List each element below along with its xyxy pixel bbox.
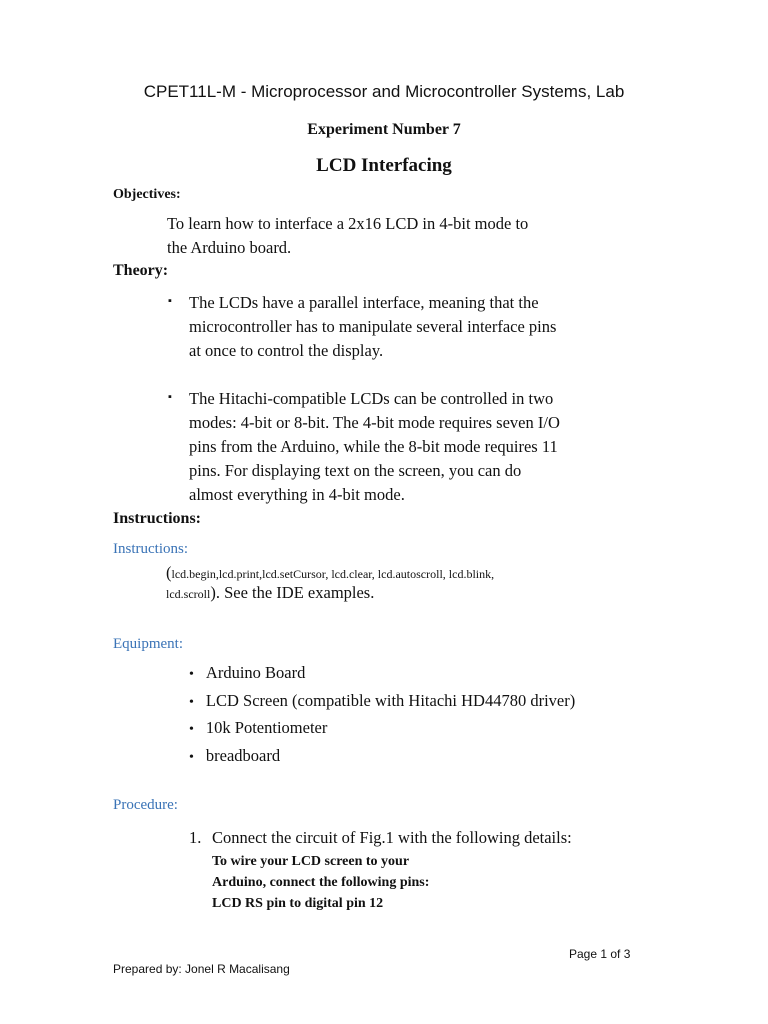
equipment-item-label: LCD Screen (compatible with Hitachi HD44780 driver) (205, 690, 576, 710)
procedure-heading: Procedure: (113, 797, 178, 813)
functions-list: lcd.begin,lcd.print,lcd.setCursor, lcd.clear, lcd.autoscroll, lcd.blink, (171, 567, 495, 581)
procedure-details (212, 851, 429, 914)
theory-line: pins from the Arduino, while the 8-bit mode requires 11 (189, 437, 558, 456)
equipment-list (189, 660, 575, 770)
theory-line: The Hitachi-compatible LCDs can be controlled in two (189, 389, 554, 408)
equipment-item-label: 10k Potentiometer (205, 718, 328, 737)
equipment-item (189, 715, 575, 743)
objectives-text (167, 212, 528, 260)
theory-bullet-2 (189, 387, 560, 507)
theory-bullet-1 (189, 291, 556, 363)
procedure-detail-line: To wire your LCD screen to your (212, 854, 410, 869)
objectives-heading: Objectives: (113, 187, 181, 202)
procedure-step-text: Connect the circuit of Fig.1 with the following details: (212, 828, 572, 847)
theory-line: at once to control the display. (189, 341, 384, 360)
functions-list-cont: lcd.scroll (166, 587, 211, 601)
instructions-heading: Instructions: (113, 510, 202, 527)
theory-heading: Theory: (113, 262, 169, 279)
instructions-functions-line2 (166, 583, 374, 603)
paren-open: ( (166, 563, 172, 582)
theory-line: The LCDs have a parallel interface, meaning that the (189, 293, 539, 312)
theory-line: modes: 4-bit or 8-bit. The 4-bit mode requires seven I/O (189, 413, 560, 432)
equipment-item (189, 688, 575, 716)
instructions-subheading: Instructions: (113, 541, 188, 557)
procedure-step-number: 1. (189, 828, 202, 847)
objectives-line: To learn how to interface a 2x16 LCD in 4-bit mode to (167, 214, 529, 233)
equipment-item-label: Arduino Board (205, 663, 306, 682)
equipment-heading: Equipment: (113, 636, 183, 652)
prepared-by: Prepared by: Jonel R Macalisang (113, 962, 290, 976)
theory-line: pins. For displaying text on the screen, you can do (189, 461, 522, 480)
square-bullet-icon: ▪ (168, 295, 172, 307)
square-bullet-icon: ▪ (168, 391, 172, 403)
equipment-item-label: breadboard (205, 745, 281, 765)
experiment-title: LCD Interfacing (316, 155, 452, 176)
bullet-icon: • (189, 694, 194, 710)
equipment-item (189, 743, 575, 771)
bullet-icon: • (189, 667, 194, 682)
page-number: Page 1 of 3 (569, 947, 631, 961)
bullet-icon: • (189, 749, 194, 765)
instructions-functions-line1 (166, 563, 494, 583)
procedure-detail-line: Arduino, connect the following pins: (212, 875, 430, 890)
objectives-line: the Arduino board. (167, 238, 292, 257)
procedure-detail-line: LCD RS pin to digital pin 12 (212, 896, 384, 911)
course-title: CPET11L-M - Microprocessor and Microcontroller Systems, Lab (143, 82, 625, 101)
experiment-number: Experiment Number 7 (307, 121, 461, 138)
instructions-suffix: ). See the IDE examples. (210, 583, 375, 602)
equipment-item (189, 660, 575, 688)
bullet-icon: • (189, 722, 194, 737)
theory-line: almost everything in 4-bit mode. (189, 485, 405, 504)
theory-line: microcontroller has to manipulate several interface pins (189, 317, 557, 336)
